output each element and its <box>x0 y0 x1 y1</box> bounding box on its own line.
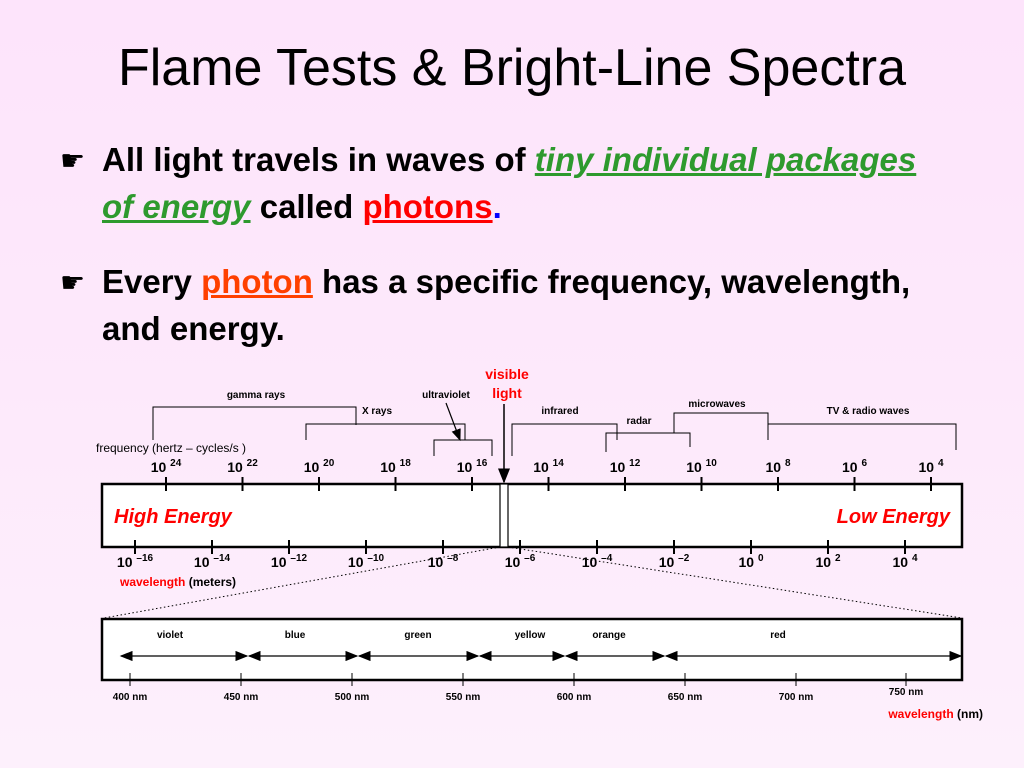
nm-tick-label: 550 nm <box>445 692 481 703</box>
wavelength-tick-label-base: 10 <box>347 554 368 570</box>
band-ultraviolet: ultraviolet <box>422 390 470 401</box>
low-energy-label: Low Energy <box>836 506 950 528</box>
wavelength-tick-label-exponent: –8 <box>447 553 459 564</box>
frequency-tick-label-exponent: 10 <box>705 458 717 469</box>
wavelength-tick-label-base: 10 <box>892 554 912 570</box>
frequency-tick-label <box>765 458 790 475</box>
visible-color-yellow: yellow <box>514 630 546 641</box>
visible-color-orange: orange <box>592 630 626 641</box>
visible-color-blue: blue <box>284 630 306 641</box>
wavelength-tick-label-exponent: –12 <box>290 553 308 564</box>
nm-wavelength-unit: (nm) <box>953 707 983 721</box>
nm-tick-label: 650 nm <box>667 692 703 703</box>
bullet-1-part-1: All light travels in waves of <box>102 141 535 178</box>
visible-label-line-1: visible <box>485 366 529 382</box>
visible-color-green: green <box>404 630 432 641</box>
hand-pointing-icon: ☛ <box>60 145 86 176</box>
wavelength-tick-label-base: 10 <box>193 554 214 570</box>
frequency-tick-label <box>457 458 488 475</box>
bullet-2-part-1: Every <box>102 263 202 300</box>
frequency-tick-label-exponent: 18 <box>399 458 411 469</box>
wavelength-tick-label-exponent: 0 <box>757 553 764 564</box>
frequency-tick-label-exponent: 14 <box>552 458 564 469</box>
wavelength-tick-label-exponent: –4 <box>601 553 613 564</box>
wavelength-tick-label-base: 10 <box>270 554 291 570</box>
wavelength-word: wavelength <box>120 575 186 589</box>
bracket-ultraviolet <box>434 440 492 456</box>
wavelength-unit: (meters) <box>185 575 237 589</box>
wavelength-tick-label <box>815 553 840 570</box>
frequency-tick-label-base: 10 <box>227 459 247 475</box>
frequency-tick-label <box>686 458 717 475</box>
band-microwaves: microwaves <box>688 399 746 410</box>
wavelength-tick-label-exponent: –14 <box>213 553 231 564</box>
frequency-tick-label-base: 10 <box>456 459 477 475</box>
nm-wavelength-word: wavelength <box>888 707 954 721</box>
wavelength-tick-label-base: 10 <box>581 554 602 570</box>
slide-title: Flame Tests & Bright-Line Spectra <box>117 39 907 97</box>
bullet-1-period: . <box>492 188 502 225</box>
wavelength-tick-label-exponent: –6 <box>524 553 536 564</box>
visible-color-red: red <box>770 630 786 641</box>
bullet-1-part-3: called <box>250 188 363 225</box>
visible-label-line-2: light <box>492 385 522 401</box>
nm-tick-label: 500 nm <box>334 692 370 703</box>
bracket-radar <box>606 433 690 452</box>
frequency-tick-labels <box>151 458 944 475</box>
frequency-tick-label-exponent: 12 <box>629 458 641 469</box>
band-infrared: infrared <box>541 406 579 417</box>
nm-tick-label: 450 nm <box>223 692 259 703</box>
bullet-2-part-3: has a specific frequency, wavelength, and energy. <box>102 263 911 347</box>
wavelength-tick-label-base: 10 <box>504 554 525 570</box>
band-tv-radio: TV & radio waves <box>826 406 910 417</box>
band-x-rays: X rays <box>361 406 393 417</box>
frequency-tick-label-base: 10 <box>533 459 553 475</box>
wavelength-tick-label-base: 10 <box>427 554 448 570</box>
nm-axis-label <box>887 707 983 721</box>
bracket-infrared <box>512 424 617 456</box>
frequency-tick-label-base: 10 <box>841 459 862 475</box>
frequency-tick-label <box>533 458 564 475</box>
frequency-tick-label-base: 10 <box>303 459 324 475</box>
frequency-tick-label-base: 10 <box>686 459 706 475</box>
wavelength-tick-label <box>117 553 154 570</box>
wavelength-tick-label-exponent: –16 <box>136 553 154 564</box>
wavelength-tick-label-exponent: 2 <box>834 553 841 564</box>
wavelength-tick-label <box>194 553 231 570</box>
frequency-tick-label-exponent: 8 <box>784 458 791 469</box>
frequency-tick-label-exponent: 20 <box>323 458 335 469</box>
frequency-tick-label-exponent: 4 <box>937 458 944 469</box>
visible-band-marker <box>500 484 508 547</box>
bracket-microwaves <box>674 413 768 440</box>
frequency-tick-label-exponent: 16 <box>476 458 488 469</box>
bracket-tv-radio <box>768 424 956 450</box>
hand-pointing-icon: ☛ <box>60 267 86 298</box>
band-radar: radar <box>626 416 652 427</box>
frequency-axis-label: frequency (hertz – cycles/s ) <box>96 441 247 455</box>
frequency-tick-label-exponent: 22 <box>246 458 258 469</box>
frequency-tick-label <box>610 458 641 475</box>
visible-spectrum-bar <box>102 619 962 680</box>
nm-tick-label: 700 nm <box>778 692 814 703</box>
wavelength-tick-label-base: 10 <box>815 554 835 570</box>
photons-term: photons <box>362 188 493 225</box>
wavelength-tick-label <box>738 553 763 570</box>
wavelength-tick-label <box>892 553 917 570</box>
nanometer-tick-labels <box>113 687 924 703</box>
frequency-tick-label-base: 10 <box>609 459 630 475</box>
frequency-tick-label-base: 10 <box>765 459 785 475</box>
visible-color-violet: violet <box>156 630 184 641</box>
frequency-tick-label-base: 10 <box>918 459 938 475</box>
tiny-packages-link: tiny individual packages of energy <box>102 141 917 225</box>
high-energy-label: High Energy <box>114 506 232 528</box>
band-gamma-rays: gamma rays <box>226 390 286 401</box>
wavelength-tick-label <box>271 553 308 570</box>
nm-tick-label: 400 nm <box>112 692 148 703</box>
wavelength-tick-label <box>582 553 613 570</box>
wavelength-tick-label-base: 10 <box>116 554 137 570</box>
wavelength-tick-label-exponent: –10 <box>367 553 385 564</box>
frequency-tick-label-exponent: 6 <box>861 458 868 469</box>
frequency-tick-label <box>304 458 335 475</box>
nm-tick-label: 750 nm <box>888 687 924 698</box>
frequency-tick-label <box>380 458 411 475</box>
wavelength-tick-label <box>505 553 536 570</box>
photon-term: photon <box>201 263 313 300</box>
frequency-tick-label-exponent: 24 <box>170 458 182 469</box>
frequency-tick-label <box>842 458 867 475</box>
frequency-tick-label-base: 10 <box>150 459 171 475</box>
frequency-tick-label-base: 10 <box>380 459 400 475</box>
wavelength-tick-labels <box>117 553 918 570</box>
wavelength-tick-label <box>428 553 459 570</box>
wavelength-tick-label <box>348 553 385 570</box>
wavelength-tick-label <box>659 553 690 570</box>
nm-tick-label: 600 nm <box>556 692 592 703</box>
wavelength-tick-label-base: 10 <box>658 554 679 570</box>
frequency-tick-label <box>151 458 182 475</box>
wavelength-tick-label-exponent: 4 <box>911 553 918 564</box>
ultraviolet-pointer <box>446 403 460 440</box>
wavelength-tick-label-exponent: –2 <box>678 553 690 564</box>
wavelength-axis-label <box>119 575 236 589</box>
bracket-x-rays <box>306 424 465 440</box>
wavelength-tick-label-base: 10 <box>738 554 758 570</box>
frequency-tick-label <box>918 458 943 475</box>
frequency-tick-label <box>227 458 258 475</box>
